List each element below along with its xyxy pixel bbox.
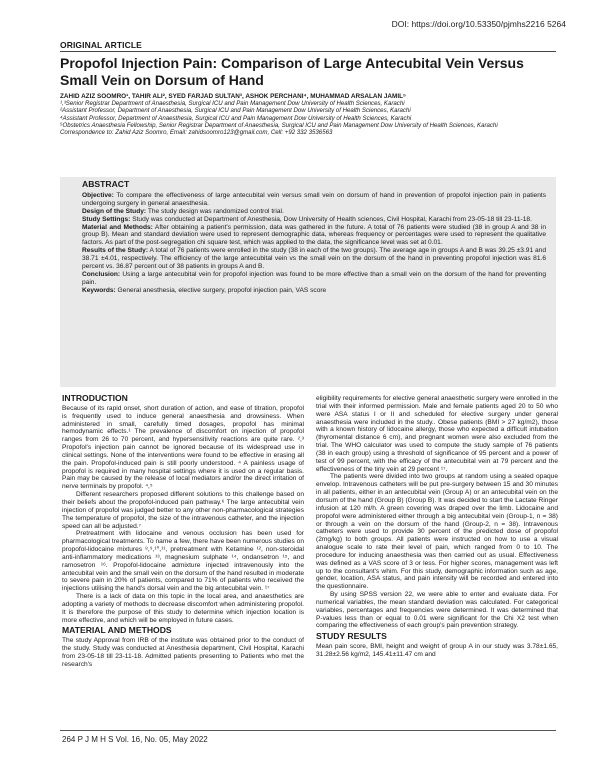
abstract-label: Keywords: [82, 286, 116, 294]
affiliation-line: ⁴Assistant Professor, Department of Anaesthesia, Surgical ICU and Pain Management Dow University of Health Sciences, Karachi [60, 114, 412, 122]
methods-paragraph: eligibility requirements for elective general anaesthetic surgery were enrolled in the trial with their informed permission. Male and female patients aged 20 to 50 who were ASA status I or II and scheduled for elective surgery under general anaesthesia were included in the study.. Obese patients (BMI > 27 kg/m2), those with a known history of lidocaine allergy, those who expected a difficult intubation (thyromental distance 6 cm), and pregnant women were also excluded from the trial. The WHO calculator was used to compute the study sample of 76 patients (38 in each group) using a threshold of significance of 95 percent and a power of test of 99 percent, with the efficacy of the antecubital vein at 79 percent and the effectiveness of the tiny vein at 29 percent ¹⁷. [316, 395, 558, 473]
author-block [60, 93, 560, 136]
abstract-label: Material and Methods: [82, 223, 153, 231]
abstract-text: After obtaining a patient's permission, data was gathered in the future. A total of 76 patients were studied (38 in group A and 38 in group B). Mean and standard deviation were used to represent demographic data, whereas frequency or percentages were used to represent the qualitative factors. As part of the post-segregation chi square test, which was applied to the data, the significance level was set at 0.01. [82, 223, 546, 247]
abstract-label: Study Settings: [82, 215, 131, 223]
abstract-text: A total of 76 patients were enrolled in the study (38 in each of the two groups). The average age in groups A and B was 39.25 ±3.91 and 38.71 ±4.01, respectively. The efficiency of the large antecubital vein vs the small vein on the dorsum of the hand in preventing propofol injection was 81.6 percent vs. 36.87 percent out of 38 patients in groups A and B. [82, 247, 546, 271]
abstract-design [82, 208, 546, 216]
methods-heading: MATERIAL AND METHODS [62, 625, 172, 636]
abstract-keywords [82, 287, 546, 295]
abstract-conclusion [82, 271, 546, 287]
abstract-label: Design of the Study: [82, 207, 147, 215]
intro-paragraph: Pretreatment with lidocaine and venous occlusion has been used for pharmacological treatments. To name a few, there have been numerous studies on propofol-lidocaine mixtures ⁸,⁹,¹⁰,¹¹, pretreatment with Ketamine ¹², non-steroidal anti-inflammatory medications ¹³, magnesium sulphate ¹⁴, ondansetron ¹⁵, and ramosetron ¹⁶. Propofol-lidocaine admixture injected intravenously into the antecubital vein and the small vein on the dorsum of the hand resulted in moderate to severe pain in 20% of patients, compared to 71% of patients who received the injections utilising the hand's dorsal vein and the big antecubital vein. ¹⁷ [62, 530, 304, 593]
abstract-label: Objective: [82, 191, 114, 199]
results-paragraph: Mean pain score, BMI, height and weight of group A in our study was 3.78±1.65, 31.28±2.56 kg/m2, 145.41±11.47 cm and [316, 643, 558, 658]
abstract-label: Results of the Study: [82, 247, 149, 255]
abstract-results [82, 247, 546, 271]
abstract-settings [82, 216, 546, 224]
affiliation-line: ²Assistant Professor, Department of Anaesthesia, Surgical ICU and Pain Management Dow University of Health Sciences, Karachi [60, 107, 411, 115]
methods-paragraph: The study Approval from IRB of the institute was obtained prior to the conduct of the study. Study was conducted at Anesthesia department, Civil Hospital, Karachi from 23-05-18 till 23-11-18. Admitted patients presenting to Patients who met the research's [62, 637, 304, 668]
footer-divider [60, 730, 556, 731]
right-column [316, 395, 558, 659]
methods-paragraph: By using SPSS version 22, we were able to enter and evaluate data. For numerical variables, the mean standard deviation was calculated. For categorical variables, percentages and frequencies were determined. It was determined that P-values less than or equal to 0.01 were significant for the Chi X2 test when comparing the effectiveness of each group's pain prevention strategy. [316, 591, 558, 630]
page-footer: 264 P J M H S Vol. 16, No. 05, May 2022 [62, 735, 208, 744]
affiliation-line: ⁵Obstetrics Anaesthesia Fellowship, Senior Registrar Department of Anaesthesia, Surgical ICU and Pain Management Dow University of Health Sciences, Karachi [60, 121, 498, 129]
abstract-text: Study was conducted at Department of Anesthesia, Dow University of Health sciences, Civil Hospital, Karachi from 23-05-18 till 23-11-18. [130, 215, 532, 223]
abstract-objective [82, 192, 546, 208]
author-names: ZAHID AZIZ SOOMRO¹, TAHIR ALI², SYED FARJAD SULTAN³, ASHOK PERCHANI⁴, MUHAMMAD ARSALAN JAMIL⁵ [60, 93, 407, 100]
intro-paragraph: There is a lack of data on this topic in the local area, and anaesthetics are adopting a variety of methods to decrease discomfort when administering propofol. It is therefore the purpose of this study to determine which injection location is more effective, and which will be employed in future cases. [62, 593, 304, 624]
abstract-text: The study design was randomized control trial. [146, 207, 284, 215]
abstract-text: To compare the effectiveness of large antecubital vein versus small vein on dorsum of hand in prevention of propofol injection pain in patients undergoing surgery in general anaesthesia. [82, 191, 546, 207]
doi-link[interactable]: DOI: https://doi.org/10.53350/pjmhs2216 5264 [391, 19, 566, 29]
abstract-box [60, 177, 556, 387]
paper-title: Propofol Injection Pain: Comparison of Large Antecubital Vein Versus Small Vein on Dorsum of Hand [60, 55, 524, 88]
methods-paragraph: The patients were divided into two groups at random using a sealed opaque envelop. Intravenous catheters will be put pre-surgery between 15 and 30 minutes in all patients, either in an antecubital vein (Group A) or an antecubital vein on the dorsum of the hand (Group B) (Group B). It was decided to start the Lactate Ringer infusion at 120 ml/h. A green covering was draped over the limb. Lidocaine and propofol were administered either through a big antecubital vein (Group-1, n = 38) or through a vein on the dorsum of the hand (Group-2, n = 38). Intravenous catheters were used to provide 30 percent of the predicted dose of propofol (2mg/kg) to both groups. All patients were instructed on how to use a visual analogue scale to rate their level of pain, which ranged from 0 to 10. The procedure for inducing anaesthesia was then carried out as usual. Effectiveness was defined as a VAS score of 3 or less. For higher scores, management was left up to the consultant's whim. For this study, demographic information such as age, gender, location, ASA status, and pain intensity will be recorded and entered into the questionnaire. [316, 473, 558, 591]
intro-paragraph: Different researchers proposed different solutions to this challenge based on their beliefs about the propofol-induced pain pathway.⁶ The large antecubital vein injection of propofol was judged better to any other non-pharmacological strategies The temperature of propofol, the size of the intravenous catheter, and the injection speed can all be adjusted.⁷ [62, 491, 304, 530]
introduction-heading: INTRODUCTION [62, 393, 128, 403]
abstract-heading: ABSTRACT [82, 179, 130, 189]
left-column [62, 395, 304, 669]
abstract-text: General anesthesia, elective surgery, propofol injection pain, VAS score [115, 286, 327, 294]
affiliation-line: ¹,³Senior Registrar Department of Anaesthesia, Surgical ICU and Pain Management Dow University of Health Sciences, Karachi [60, 100, 405, 108]
abstract-label: Conclusion: [82, 270, 121, 278]
article-type: ORIGINAL ARTICLE [60, 40, 142, 50]
abstract-text: Using a large antecubital vein for propofol injection was found to be more effective than a small vein on the dorsum of the hand for preventing pain. [82, 270, 546, 286]
abstract-methods [82, 224, 546, 248]
header-divider [60, 51, 556, 52]
results-heading: STUDY RESULTS [316, 631, 387, 642]
intro-paragraph: Because of its rapid onset, short duration of action, and ease of titration, propofol is frequently used to induce general anaesthesia and drowsiness. When administered in small, carefully timed dosages, propofol has minimal hemodynamic effects.¹ The prevalence of discomfort on injection of propofol ranges from 26 to 70 percent, and hypersensitivity reactions are quite rare. ²,³ Propofol's injection pain cannot be ignored because of its widespread use in clinical settings. None of the interventions were found to be effective in erasing all the pain. Propofol-induced pain is still poorly understood. ⁴ A painless usage of propofol is required in many hospital settings where it is used on a regular basis. Pain may be caused by the release of local mediators and/or the direct irritation of nerve terminals by propofol. ⁴,⁵ [62, 404, 304, 491]
correspondence-line: Correspondence to: Zahid Aziz Soomro, Email: zahidsoomro123@gmail.com, Cell: +92 332 3536563 [60, 129, 333, 137]
